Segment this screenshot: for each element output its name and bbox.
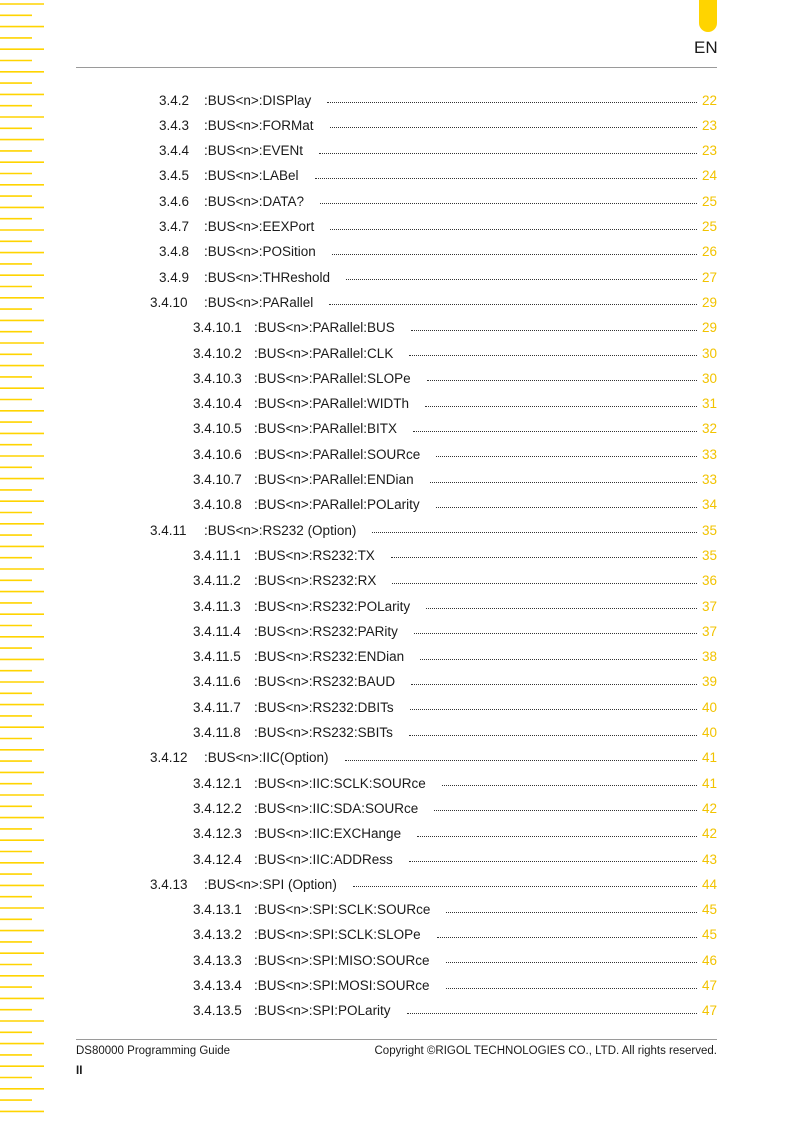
toc-entry-number: 3.4.10.2 (193, 345, 242, 361)
toc-entry[interactable] (193, 671, 717, 693)
toc-entry-number: 3.4.4 (159, 143, 190, 159)
toc-leader-dots (426, 595, 697, 609)
toc-leader-dots (430, 469, 697, 483)
toc-entry[interactable] (193, 494, 717, 516)
toc-entry-title[interactable]: :BUS<n>:RS232:PARity (254, 623, 398, 639)
toc-entry-page[interactable]: 23 (701, 143, 717, 159)
toc-entry-title[interactable]: :BUS<n>:SPI:MISO:SOURce (254, 952, 430, 968)
toc-entry-number: 3.4.9 (159, 269, 190, 285)
toc-entry[interactable] (193, 772, 717, 794)
toc-entry-number: 3.4.10 (150, 294, 188, 310)
toc-entry[interactable] (193, 443, 717, 465)
toc-entry-page[interactable]: 37 (701, 598, 717, 614)
toc-entry[interactable] (150, 747, 717, 769)
toc-entry-page[interactable]: 34 (701, 497, 717, 513)
toc-entry-number: 3.4.10.7 (193, 472, 242, 487)
toc-entry-title[interactable]: :BUS<n>:SPI:MOSI:SOURce (254, 978, 430, 993)
toc-entry[interactable] (193, 924, 717, 946)
toc-entry-number: 3.4.12.1 (193, 775, 242, 791)
toc-entry[interactable] (193, 469, 717, 491)
toc-entry-title[interactable]: :BUS<n>:SPI:SCLK:SOURce (254, 902, 431, 918)
toc-entry-page[interactable]: 42 (701, 826, 717, 842)
toc-entry[interactable] (193, 620, 717, 642)
toc-entry[interactable] (193, 848, 717, 870)
toc-entry-title[interactable]: :BUS<n>:SPI:SCLK:SLOPe (254, 927, 421, 943)
toc-entry-number: 3.4.11.8 (193, 725, 241, 740)
toc-entry[interactable] (193, 570, 717, 592)
toc-entry[interactable] (193, 949, 717, 971)
toc-leader-dots (411, 317, 697, 331)
toc-entry[interactable] (159, 241, 717, 263)
toc-entry[interactable] (159, 165, 717, 187)
toc-leader-dots (319, 140, 697, 154)
toc-leader-dots (407, 1000, 697, 1014)
toc-entry[interactable] (159, 140, 717, 162)
toc-entry-number: 3.4.12.2 (193, 800, 242, 816)
toc-entry-number: 3.4.12.4 (193, 851, 242, 867)
toc-entry[interactable] (193, 899, 717, 921)
toc-entry-title[interactable]: :BUS<n>:FORMat (204, 117, 314, 133)
toc-entry[interactable] (193, 1000, 717, 1022)
toc-entry[interactable] (193, 696, 717, 718)
toc-entry-number: 3.4.13.1 (193, 902, 242, 918)
toc-entry-number: 3.4.11.3 (193, 598, 241, 614)
toc-leader-dots (353, 873, 697, 887)
toc-entry[interactable] (193, 595, 717, 617)
toc-entry-number: 3.4.7 (159, 219, 190, 234)
toc-entry-page[interactable]: 40 (701, 699, 717, 715)
toc-entry-page[interactable]: 33 (701, 472, 717, 487)
toc-leader-dots (329, 291, 697, 305)
toc-entry-page[interactable]: 31 (701, 396, 717, 412)
footer-copyright: Copyright ©RIGOL TECHNOLOGIES CO., LTD. All rights reserved. (374, 1045, 717, 1057)
toc-entry-page[interactable]: 27 (701, 269, 717, 285)
toc-entry[interactable] (193, 722, 717, 744)
toc-entry-number: 3.4.5 (159, 168, 190, 184)
toc-entry-page[interactable]: 22 (701, 92, 717, 108)
toc-leader-dots (345, 747, 697, 761)
toc-leader-dots (436, 443, 697, 457)
toc-entry-number: 3.4.12.3 (193, 826, 242, 842)
toc-entry-title[interactable]: :BUS<n>:RS232:RX (254, 573, 377, 589)
toc-entry-title[interactable]: :BUS<n>:RS232:TX (254, 547, 375, 563)
toc-leader-dots (315, 165, 697, 179)
toc-leader-dots (330, 114, 697, 128)
toc-entry[interactable] (193, 317, 717, 339)
toc-entry-page[interactable]: 23 (701, 117, 717, 133)
toc-leader-dots (436, 494, 697, 508)
toc-entry-title[interactable]: :BUS<n>:PARallel:SLOPe (254, 370, 411, 386)
toc-entry-title[interactable]: :BUS<n>:PARallel:ENDian (254, 472, 414, 487)
toc-leader-dots (327, 89, 697, 103)
toc-entry-page[interactable]: 24 (701, 168, 717, 184)
toc-entry[interactable] (150, 291, 717, 313)
toc-entry-title[interactable]: :BUS<n>:RS232:BAUD (254, 674, 396, 690)
toc-entry-number: 3.4.10.6 (193, 446, 242, 462)
toc-entry-number: 3.4.10.5 (193, 421, 242, 437)
toc-entry-page[interactable]: 37 (701, 623, 717, 639)
toc-entry[interactable] (159, 190, 717, 212)
toc-entry-page[interactable]: 39 (701, 674, 717, 690)
toc-entry-number: 3.4.6 (159, 193, 190, 209)
toc-leader-dots (409, 342, 697, 356)
toc-entry-title[interactable]: :BUS<n>:PARallel:BUS (254, 320, 395, 336)
toc-entry-page[interactable]: 25 (701, 219, 717, 234)
toc-entry-title[interactable]: :BUS<n>:IIC(Option) (204, 750, 329, 766)
toc-entry-title[interactable]: :BUS<n>:LABel (204, 168, 299, 184)
toc-leader-dots (417, 823, 697, 837)
toc-leader-dots (437, 924, 697, 938)
toc-entry-page[interactable]: 29 (701, 294, 717, 310)
toc-entry-page[interactable]: 47 (701, 978, 717, 993)
toc-leader-dots (409, 722, 697, 736)
toc-entry-page[interactable]: 30 (701, 345, 717, 361)
toc-entry-title[interactable]: :BUS<n>:PARallel:WIDTh (254, 396, 410, 412)
toc-entry-page[interactable]: 44 (701, 876, 717, 892)
toc-entry-page[interactable]: 38 (701, 649, 717, 665)
toc-leader-dots (320, 190, 697, 204)
toc-entry[interactable] (193, 367, 717, 389)
toc-entry-title[interactable]: :BUS<n>:SPI (Option) (204, 876, 337, 892)
toc-entry-number: 3.4.13 (150, 876, 188, 892)
toc-entry-page[interactable]: 33 (701, 446, 717, 462)
toc-entry-number: 3.4.10.1 (193, 320, 242, 336)
toc-entry-page[interactable]: 45 (701, 902, 717, 918)
toc-leader-dots (414, 620, 697, 634)
toc-entry-page[interactable]: 46 (701, 952, 717, 968)
toc-entry-page[interactable]: 32 (701, 421, 717, 437)
toc-entry-title[interactable]: :BUS<n>:POSition (204, 244, 316, 260)
toc-entry-title[interactable]: :BUS<n>:EVENt (204, 143, 304, 159)
toc-entry-number: 3.4.11.5 (193, 649, 241, 665)
page-number: II (76, 1065, 83, 1077)
toc-entry-number: 3.4.13.3 (193, 952, 242, 968)
toc-leader-dots (427, 367, 697, 381)
toc-leader-dots (442, 772, 697, 786)
toc-entry-title[interactable]: :BUS<n>:DATA? (204, 193, 305, 209)
toc-leader-dots (391, 544, 697, 558)
toc-leader-dots (425, 393, 697, 407)
toc-leader-dots (410, 696, 697, 710)
toc-entry-title[interactable]: :BUS<n>:DISPlay (204, 92, 312, 108)
toc-entry-number: 3.4.11 (150, 522, 187, 538)
toc-entry-title[interactable]: :BUS<n>:THReshold (204, 269, 331, 285)
toc-entry-title[interactable]: :BUS<n>:IIC:EXCHange (254, 826, 402, 842)
toc-leader-dots (446, 899, 697, 913)
toc-leader-dots (372, 519, 697, 533)
toc-entry-title[interactable]: :BUS<n>:PARallel:CLK (254, 345, 394, 361)
toc-entry-page[interactable]: 45 (701, 927, 717, 943)
toc-entry-title[interactable]: :BUS<n>:RS232:POLarity (254, 598, 411, 614)
toc-leader-dots (392, 570, 697, 584)
toc-entry-number: 3.4.13.4 (193, 978, 242, 993)
toc-entry-number: 3.4.2 (159, 92, 190, 108)
toc-entry-page[interactable]: 35 (701, 522, 717, 538)
toc-entry-number: 3.4.11.6 (193, 674, 241, 690)
toc-leader-dots (446, 949, 697, 963)
toc-entry-page[interactable]: 35 (701, 547, 717, 563)
toc-entry-title[interactable]: :BUS<n>:EEXPort (204, 219, 315, 234)
toc-entry-page[interactable]: 40 (701, 725, 717, 740)
toc-entry-title[interactable]: :BUS<n>:RS232:ENDian (254, 649, 405, 665)
toc-leader-dots (346, 266, 697, 280)
header-rule (76, 67, 717, 68)
toc-entry[interactable] (159, 266, 717, 288)
toc-entry-number: 3.4.10.3 (193, 370, 242, 386)
toc-entry-page[interactable]: 29 (701, 320, 717, 336)
toc-leader-dots (409, 848, 697, 862)
toc-entry-number: 3.4.10.4 (193, 396, 242, 412)
toc-entry-title[interactable]: :BUS<n>:PARallel:SOURce (254, 446, 421, 462)
toc-entry[interactable] (159, 216, 717, 238)
toc-entry[interactable] (193, 544, 717, 566)
toc-entry-number: 3.4.3 (159, 117, 190, 133)
toc-entry-title[interactable]: :BUS<n>:PARallel:BITX (254, 421, 398, 437)
toc-entry-number: 3.4.8 (159, 244, 190, 260)
toc-entry[interactable] (193, 646, 717, 668)
toc-entry-page[interactable]: 36 (701, 573, 717, 589)
chapter-tab (699, 0, 717, 32)
toc-entry-number: 3.4.10.8 (193, 497, 242, 513)
toc-entry-title[interactable]: :BUS<n>:IIC:ADDRess (254, 851, 393, 867)
toc-entry-title[interactable]: :BUS<n>:RS232:SBITs (254, 725, 393, 740)
toc-entry-page[interactable]: 30 (701, 370, 717, 386)
toc-entry[interactable] (150, 873, 717, 895)
toc-entry[interactable] (159, 89, 717, 111)
toc-entry-page[interactable]: 25 (701, 193, 717, 209)
toc-entry[interactable] (159, 114, 717, 136)
toc-entry[interactable] (193, 975, 717, 997)
toc-entry-number: 3.4.12 (150, 750, 188, 766)
toc-entry-number: 3.4.11.4 (193, 623, 241, 639)
toc-entry[interactable] (193, 823, 717, 845)
toc-leader-dots (434, 797, 697, 811)
toc-entry-page[interactable]: 41 (701, 750, 717, 766)
toc-leader-dots (420, 646, 697, 660)
toc-entry[interactable] (150, 519, 717, 541)
toc-entry-page[interactable]: 42 (701, 800, 717, 816)
toc-entry-page[interactable]: 26 (701, 244, 717, 260)
toc-entry-number: 3.4.13.2 (193, 927, 242, 943)
toc-entry-number: 3.4.11.2 (193, 573, 241, 589)
toc-entry[interactable] (193, 393, 717, 415)
toc-leader-dots (446, 975, 697, 989)
toc-entry[interactable] (193, 418, 717, 440)
toc-entry-number: 3.4.13.5 (193, 1003, 242, 1019)
toc-entry[interactable] (193, 797, 717, 819)
toc-entry-title[interactable]: :BUS<n>:SPI:POLarity (254, 1003, 391, 1019)
toc-entry-title[interactable]: :BUS<n>:RS232 (Option) (204, 522, 357, 538)
toc-entry-number: 3.4.11.7 (193, 699, 241, 715)
toc-entry-page[interactable]: 47 (701, 1003, 717, 1019)
language-label: EN (694, 38, 718, 57)
toc-entry-title[interactable]: :BUS<n>:PARallel (204, 294, 314, 310)
toc-entry[interactable] (193, 342, 717, 364)
toc-leader-dots (330, 216, 697, 230)
toc-entry-number: 3.4.11.1 (193, 547, 241, 563)
toc-entry-page[interactable]: 41 (701, 775, 717, 791)
toc-entry-title[interactable]: :BUS<n>:PARallel:POLarity (254, 497, 420, 513)
toc-entry-title[interactable]: :BUS<n>:RS232:DBITs (254, 699, 394, 715)
footer-doc-title: DS80000 Programming Guide (76, 1045, 231, 1057)
edge-ruler-marks (0, 0, 46, 1122)
footer-rule (76, 1039, 717, 1040)
toc-leader-dots (411, 671, 697, 685)
toc-entry-page[interactable]: 43 (701, 851, 717, 867)
toc-entry-title[interactable]: :BUS<n>:IIC:SCLK:SOURce (254, 775, 426, 791)
toc-leader-dots (413, 418, 697, 432)
toc-leader-dots (332, 241, 697, 255)
toc-entry-title[interactable]: :BUS<n>:IIC:SDA:SOURce (254, 800, 419, 816)
